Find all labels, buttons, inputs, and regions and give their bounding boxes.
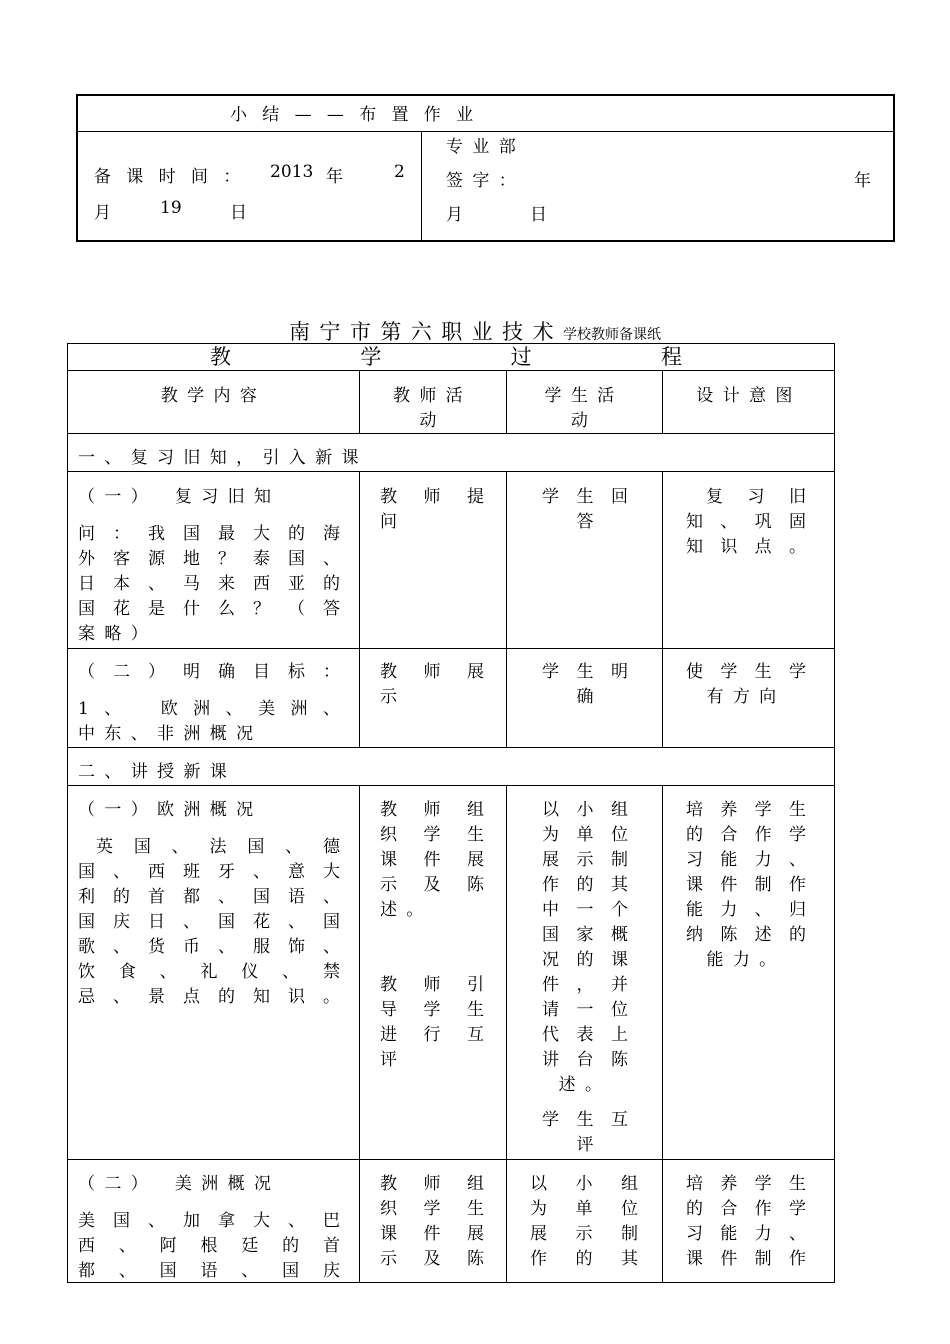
summary-row (78, 96, 893, 132)
row4-intent-line: 习能力、 (686, 1224, 806, 1244)
prep-year: 2013 (270, 162, 314, 182)
row2-intent-line: 使学生学 (686, 662, 806, 682)
row3-teacher-line: 织学生 (380, 825, 484, 845)
row1-teacher (380, 485, 484, 535)
row3-student-line: 述。 (558, 1075, 612, 1095)
row3-teacher-line: 示及陈 (380, 875, 484, 895)
col-header-student: 学生活动 (544, 386, 624, 431)
row4-student-line: 展示制 (530, 1224, 638, 1244)
prep-day-unit: 日 (230, 203, 247, 223)
page-title (0, 316, 950, 346)
row3-student2-line: 评 (576, 1135, 594, 1155)
row4-intent (686, 1172, 806, 1272)
lesson-process-table (67, 343, 835, 1283)
row4-teacher-line: 课件展 (380, 1224, 484, 1244)
row3-student (542, 798, 628, 1158)
row4-intent-line: 的合作学 (686, 1199, 806, 1219)
row4-content-head: （二） 美洲概况 (78, 1174, 281, 1194)
sign-label: 签字： (446, 171, 526, 191)
row1-line: 问：我国最大的海 (78, 524, 340, 544)
row3-intent-line: 能力、归 (686, 900, 806, 920)
row2-intent-line: 有方向 (706, 687, 786, 707)
row3-intent (686, 798, 806, 973)
row2-student (542, 660, 628, 710)
row3-student-line: 作的其 (542, 875, 628, 895)
row3-student-line: 况的课 (542, 950, 628, 970)
dept-sign-cell (422, 132, 893, 240)
row2-content (78, 660, 340, 747)
section-new-lesson: 二、讲授新课 (78, 762, 237, 782)
row2-teacher-line: 示 (380, 687, 397, 707)
row2-teacher-line: 教师展 (380, 662, 484, 682)
row1-student-line: 答 (576, 512, 594, 532)
row3-intent-line: 纳陈述的 (686, 925, 806, 945)
row4-line: 美国、加拿大、巴 (78, 1211, 340, 1231)
row4-teacher-line: 教师组 (380, 1174, 484, 1194)
row4-content (78, 1172, 340, 1283)
prep-day: 19 (160, 198, 182, 218)
row3-student-line: 代表上 (542, 1025, 628, 1045)
sign-year-unit: 年 (854, 171, 871, 191)
row3-student-line: 中一个 (542, 900, 628, 920)
row3-line: 英国、法国、德 (96, 837, 340, 857)
row1-intent-line: 知识点。 (686, 537, 806, 557)
row3-student-line: 请一位 (542, 1000, 628, 1020)
prep-year-unit: 年 (326, 167, 343, 187)
row3-intent-line: 习能力、 (686, 850, 806, 870)
row1-intent-line: 复习旧 (706, 487, 806, 507)
row3-teacher-line: 教师组 (380, 800, 484, 820)
row3-student-line: 讲台陈 (542, 1050, 628, 1070)
row3-line: 利的首都、国语、 (78, 887, 340, 907)
sign-month-unit: 月 (446, 205, 463, 225)
title-sub: 学校教师备课纸 (563, 327, 662, 343)
dept-label: 专业部 (446, 137, 526, 157)
sign-day-unit: 日 (530, 205, 547, 225)
process-header: 教学过程 (210, 345, 682, 369)
row3-intent-line: 培养学生 (686, 800, 806, 820)
row3-line: 国、西班牙、意大 (78, 862, 340, 882)
row4-student-line: 以小组 (530, 1174, 638, 1194)
row4-student-line: 作的其 (530, 1249, 638, 1269)
row3-line: 国庆日、国花、国 (78, 912, 340, 932)
prep-info-table (76, 94, 895, 242)
row2-student-line: 学生明 (542, 662, 628, 682)
row3-content-head: （一）欧洲概况 (78, 800, 263, 820)
row4-student (530, 1172, 638, 1272)
col-header-intent: 设计意图 (696, 386, 802, 406)
row3-student-line: 为单位 (542, 825, 628, 845)
row3-intent-line: 能力。 (706, 950, 786, 970)
row1-line: 案略） (78, 624, 158, 644)
row2-intent (686, 660, 806, 710)
row1-line: 日本、马来西亚的 (78, 574, 340, 594)
row2-line: 1、 欧洲、美洲、 (78, 699, 340, 719)
row3-teacher-line: 述。 (380, 900, 433, 920)
prep-time-cell (78, 132, 422, 240)
row3-teacher2-line: 进行互 (380, 1025, 484, 1045)
row1-student-line: 学生回 (542, 487, 628, 507)
row3-student2-line: 学生互 (542, 1110, 628, 1130)
row4-teacher-line: 示及陈 (380, 1249, 484, 1269)
row3-student-line: 展示制 (542, 850, 628, 870)
row4-line: 都、国语、国庆 (78, 1261, 340, 1281)
row4-line: 西、阿根廷的首 (78, 1236, 340, 1256)
row1-line: 外客源地？泰国、 (78, 549, 340, 569)
row3-intent-line: 的合作学 (686, 825, 806, 845)
row1-content (78, 485, 340, 647)
row3-teacher (380, 798, 484, 1073)
row1-intent-line: 知、巩固 (686, 512, 806, 532)
row2-student-line: 确 (576, 687, 594, 707)
row4-intent-line: 课件制作 (686, 1249, 806, 1269)
row2-line: 中东、非洲概况 (78, 724, 263, 744)
col-header-content: 教学内容 (160, 386, 267, 406)
prep-month-unit: 月 (94, 203, 111, 223)
row1-line: 国花是什么？（答 (78, 599, 340, 619)
row3-student-line: 国家概 (542, 925, 628, 945)
row3-line: 歌、货币、服饰、 (78, 937, 340, 957)
row4-student-line: 为单位 (530, 1199, 638, 1219)
row1-teacher-line: 问 (380, 512, 397, 532)
row3-teacher-line: 课件展 (380, 850, 484, 870)
row3-line: 忌、景点的知识。 (78, 987, 340, 1007)
prep-month: 2 (394, 162, 405, 182)
row3-student-line: 以小组 (542, 800, 628, 820)
prep-time-label: 备课时间： (94, 167, 256, 187)
row3-teacher2-line: 导学生 (380, 1000, 484, 1020)
col-header-teacher: 教师活动 (392, 386, 473, 431)
row4-teacher (380, 1172, 484, 1272)
school-name: 南宁市第六职业技术 (288, 320, 564, 344)
row3-intent-line: 课件制作 (686, 875, 806, 895)
row4-teacher-line: 织学生 (380, 1199, 484, 1219)
row2-teacher (380, 660, 484, 710)
row3-line: 饮食、礼仪、禁 (78, 962, 340, 982)
row1-student (542, 485, 628, 535)
row3-teacher2-line: 评 (380, 1050, 397, 1070)
row3-teacher2-line: 教师引 (380, 975, 484, 995)
row1-teacher-line: 教师提 (380, 487, 484, 507)
section-review: 一、复习旧知，引入新课 (78, 448, 368, 468)
summary-text: 小结——布置作业 (230, 105, 489, 125)
row1-intent (686, 485, 806, 560)
row1-content-head: （一） 复习旧知 (78, 487, 281, 507)
row3-student-line: 件，并 (542, 975, 628, 995)
row2-content-head: （二）明确目标： (78, 662, 340, 682)
row4-intent-line: 培养学生 (686, 1174, 806, 1194)
row3-content (78, 798, 340, 1010)
